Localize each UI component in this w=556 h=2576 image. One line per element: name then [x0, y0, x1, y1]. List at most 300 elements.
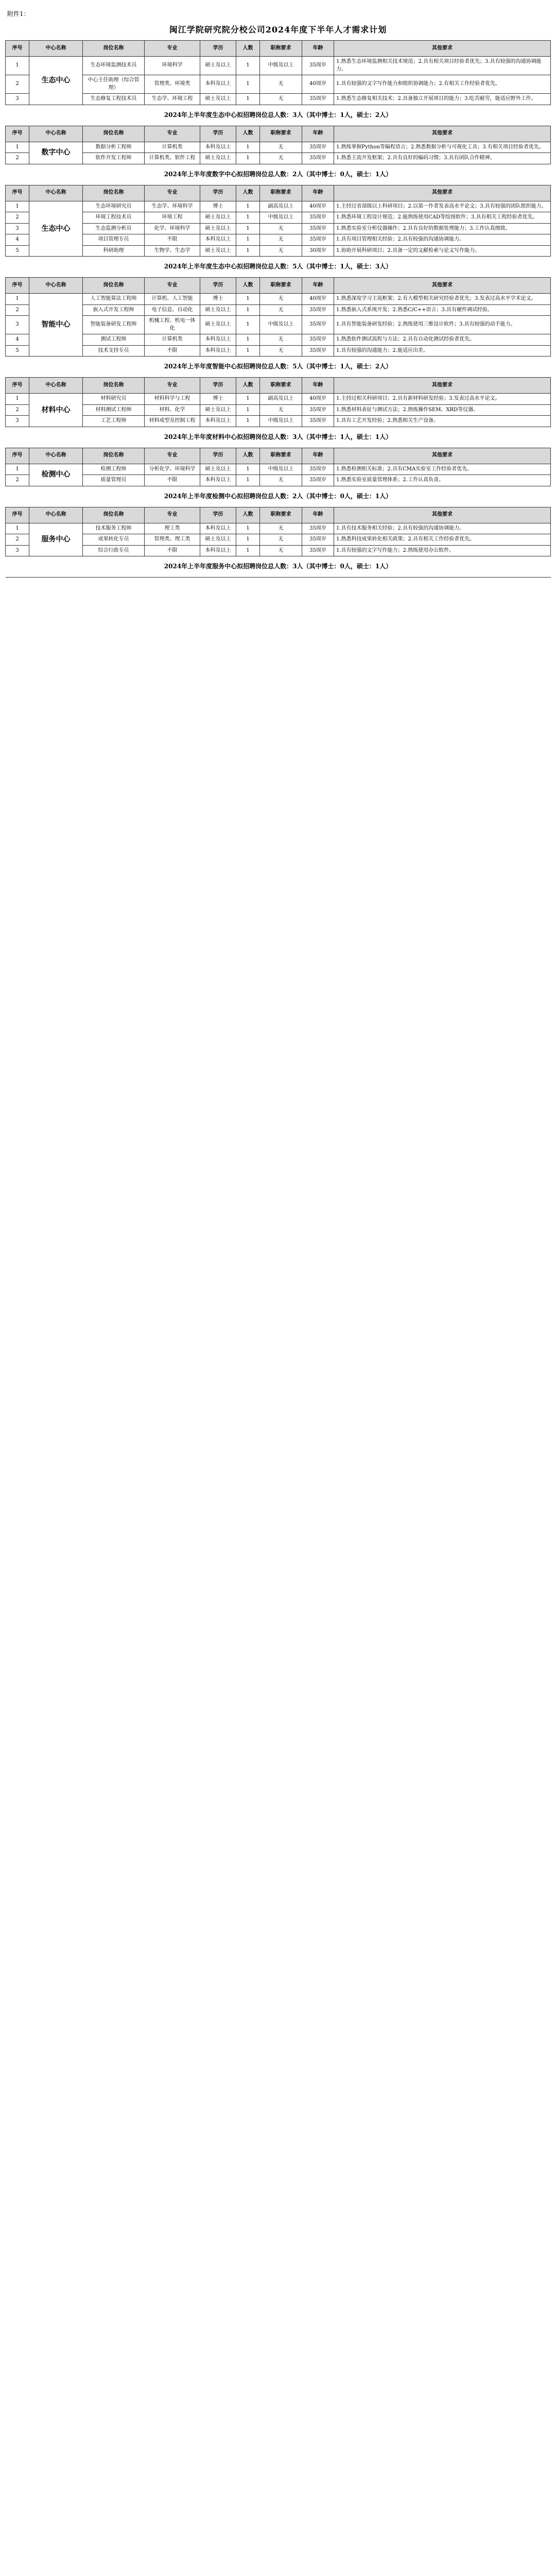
- column-header: 其他要求: [334, 448, 551, 464]
- headcount: 1: [236, 234, 260, 246]
- table-body: [6, 41, 551, 578]
- headcount: 1: [236, 416, 260, 427]
- major: 不限: [145, 545, 200, 556]
- table-header-row: [6, 41, 551, 57]
- other-requirements: 1.具有较强的沟通能力；2.能适应出差。: [334, 345, 551, 357]
- row-number: 2: [6, 304, 29, 316]
- column-header: 人数: [236, 126, 260, 142]
- other-requirements: 1.熟悉嵌入式系统开发；2.熟悉C/C++语言；3.具有硬件调试经验。: [334, 304, 551, 316]
- headcount: 1: [236, 304, 260, 316]
- headcount: 1: [236, 75, 260, 94]
- column-header: 职称要求: [260, 185, 302, 201]
- age-limit: 35周岁: [302, 316, 334, 334]
- age-limit: 35周岁: [302, 404, 334, 416]
- table-header-row: [6, 507, 551, 523]
- post-name: 技术服务工程师: [83, 523, 145, 534]
- section-summary: 2024年上半年度材料中心拟招聘岗位总人数：3人（其中博士：1人，硕士：1人）: [6, 427, 551, 448]
- post-name: 测试工程师: [83, 334, 145, 346]
- column-header: 序号: [6, 41, 29, 57]
- major: 机械工程、机电一体化: [145, 316, 200, 334]
- education: 本科及以上: [200, 334, 236, 346]
- column-header: 序号: [6, 278, 29, 294]
- post-name: 人工智能算法工程师: [83, 294, 145, 305]
- row-number: 3: [6, 316, 29, 334]
- major: 不限: [145, 234, 200, 246]
- table-header-row: [6, 185, 551, 201]
- education: 本科及以上: [200, 75, 236, 94]
- table-row: [6, 475, 551, 486]
- major: 分析化学、环境科学: [145, 464, 200, 475]
- row-number: 5: [6, 245, 29, 257]
- education: 硕士及以上: [200, 304, 236, 316]
- age-limit: 35周岁: [302, 57, 334, 75]
- post-name: 项目管理专员: [83, 234, 145, 246]
- center-name: 检测中心: [29, 464, 83, 486]
- row-number: 2: [6, 75, 29, 94]
- column-header: 职称要求: [260, 378, 302, 394]
- age-limit: 35周岁: [302, 334, 334, 346]
- post-name: 检测工程师: [83, 464, 145, 475]
- education: 本科及以上: [200, 475, 236, 486]
- post-name: 智能装备研发工程师: [83, 316, 145, 334]
- title-requirement: 中级及以上: [260, 416, 302, 427]
- age-limit: 40周岁: [302, 294, 334, 305]
- section-summary: 2024年上半年度数字中心拟招聘岗位总人数：2人（其中博士：0人，硕士：1人）: [6, 164, 551, 185]
- other-requirements: 1.熟悉生态环境监测相关技术规范；2.具有相关项目经验者优先；3.具有较强的沟通协调能力。: [334, 57, 551, 75]
- section-summary: 2024年上半年度检测中心拟招聘岗位总人数：2人（其中博士：0人，硕士：1人）: [6, 486, 551, 507]
- column-header: 序号: [6, 448, 29, 464]
- section-summary-row: [6, 257, 551, 278]
- column-header: 岗位名称: [83, 448, 145, 464]
- row-number: 2: [6, 212, 29, 224]
- column-header: 中心名称: [29, 507, 83, 523]
- center-name: 生态中心: [29, 201, 83, 257]
- column-header: 专业: [145, 278, 200, 294]
- section-summary-row: [6, 556, 551, 578]
- post-name: 材料研究员: [83, 394, 145, 405]
- age-limit: 40周岁: [302, 201, 334, 212]
- age-limit: 35周岁: [302, 523, 334, 534]
- headcount: 1: [236, 94, 260, 105]
- major: 生态学、环境工程: [145, 94, 200, 105]
- center-name: 材料中心: [29, 394, 83, 427]
- age-limit: 35周岁: [302, 534, 334, 546]
- headcount: 1: [236, 212, 260, 224]
- other-requirements: 1.熟悉主流开发框架；2.具有良好的编码习惯；3.具有团队合作精神。: [334, 153, 551, 164]
- education: 硕士及以上: [200, 464, 236, 475]
- table-row: [6, 464, 551, 475]
- major: 生态学、环境科学: [145, 201, 200, 212]
- post-name: 软件开发工程师: [83, 153, 145, 164]
- column-header: 人数: [236, 378, 260, 394]
- row-number: 3: [6, 94, 29, 105]
- table-row: [6, 57, 551, 75]
- section-summary-row: [6, 105, 551, 126]
- column-header: 人数: [236, 448, 260, 464]
- age-limit: 35周岁: [302, 223, 334, 234]
- section-summary-row: [6, 164, 551, 185]
- education: 博士: [200, 294, 236, 305]
- title-requirement: 中级及以上: [260, 212, 302, 224]
- table-row: [6, 404, 551, 416]
- column-header: 年龄: [302, 507, 334, 523]
- headcount: 1: [236, 201, 260, 212]
- post-name: 工艺工程师: [83, 416, 145, 427]
- column-header: 学历: [200, 378, 236, 394]
- major: 计算机、人工智能: [145, 294, 200, 305]
- title-requirement: 无: [260, 294, 302, 305]
- headcount: 1: [236, 404, 260, 416]
- document-title: 闽江学院研究院分校公司2024年度下半年人才需求计划: [169, 25, 387, 35]
- column-header: 专业: [145, 507, 200, 523]
- education: 硕士及以上: [200, 534, 236, 546]
- title-requirement: 中级及以上: [260, 464, 302, 475]
- row-number: 1: [6, 523, 29, 534]
- column-header: 中心名称: [29, 448, 83, 464]
- age-limit: 35周岁: [302, 142, 334, 153]
- table-row: [6, 94, 551, 105]
- title-requirement: 无: [260, 245, 302, 257]
- major: 计算机类: [145, 142, 200, 153]
- education: 本科及以上: [200, 545, 236, 556]
- row-number: 1: [6, 142, 29, 153]
- other-requirements: 1.熟悉实验室分析仪器操作；2.具有良好的数据处理能力；3.工作认真细致。: [334, 223, 551, 234]
- row-number: 3: [6, 223, 29, 234]
- column-header: 岗位名称: [83, 126, 145, 142]
- column-header: 专业: [145, 378, 200, 394]
- education: 本科及以上: [200, 523, 236, 534]
- age-limit: 35周岁: [302, 345, 334, 357]
- title-requirement: 无: [260, 345, 302, 357]
- major: 环境工程: [145, 212, 200, 224]
- table-row: [6, 201, 551, 212]
- headcount: 1: [236, 394, 260, 405]
- column-header: 岗位名称: [83, 507, 145, 523]
- column-header: 中心名称: [29, 278, 83, 294]
- post-name: 技术支持专员: [83, 345, 145, 357]
- education: 硕士及以上: [200, 57, 236, 75]
- headcount: 1: [236, 475, 260, 486]
- table-row: [6, 345, 551, 357]
- major: 不限: [145, 475, 200, 486]
- education: 本科及以上: [200, 345, 236, 357]
- table-header-row: [6, 126, 551, 142]
- major: 生物学、生态学: [145, 245, 200, 257]
- other-requirements: 1.具有较强的文字写作能力；2.熟练使用办公软件。: [334, 545, 551, 556]
- age-limit: 40周岁: [302, 394, 334, 405]
- column-header: 其他要求: [334, 41, 551, 57]
- post-name: 综合行政专员: [83, 545, 145, 556]
- column-header: 职称要求: [260, 126, 302, 142]
- major: 电子信息、自动化: [145, 304, 200, 316]
- education: 本科及以上: [200, 234, 236, 246]
- table-header-row: [6, 278, 551, 294]
- post-name: 生态环境监测技术员: [83, 57, 145, 75]
- column-header: 学历: [200, 448, 236, 464]
- column-header: 中心名称: [29, 185, 83, 201]
- table-row: [6, 545, 551, 556]
- other-requirements: 1.熟悉材料表征与测试方法；2.熟练操作SEM、XRD等仪器。: [334, 404, 551, 416]
- column-header: 其他要求: [334, 378, 551, 394]
- column-header: 职称要求: [260, 278, 302, 294]
- row-number: 3: [6, 416, 29, 427]
- column-header: 专业: [145, 185, 200, 201]
- row-number: 1: [6, 294, 29, 305]
- table-row: [6, 212, 551, 224]
- other-requirements: 1.具有技术服务相关经验；2.具有较强的沟通协调能力。: [334, 523, 551, 534]
- column-header: 人数: [236, 278, 260, 294]
- row-number: 4: [6, 334, 29, 346]
- column-header: 年龄: [302, 185, 334, 201]
- other-requirements: 1.熟练掌握Python等编程语言；2.熟悉数据分析与可视化工具；3.有相关项目经验者优先。: [334, 142, 551, 153]
- post-name: 生态环境研究员: [83, 201, 145, 212]
- education: 硕士及以上: [200, 223, 236, 234]
- table-row: [6, 316, 551, 334]
- other-requirements: 1.熟悉生态修复相关技术；2.具备独立开展项目的能力；3.吃苦耐劳，能适应野外工作。: [334, 94, 551, 105]
- major: 材料成型及控制工程: [145, 416, 200, 427]
- table-row: [6, 416, 551, 427]
- table-row: [6, 75, 551, 94]
- headcount: 1: [236, 345, 260, 357]
- title-requirement: 无: [260, 75, 302, 94]
- title-requirement: 无: [260, 153, 302, 164]
- table-row: [6, 523, 551, 534]
- table-header-row: [6, 448, 551, 464]
- age-limit: 35周岁: [302, 545, 334, 556]
- column-header: 职称要求: [260, 507, 302, 523]
- section-summary-row: [6, 427, 551, 448]
- column-header: 序号: [6, 507, 29, 523]
- row-number: 2: [6, 475, 29, 486]
- education: 硕士及以上: [200, 245, 236, 257]
- table-row: [6, 234, 551, 246]
- headcount: 1: [236, 245, 260, 257]
- column-header: 其他要求: [334, 278, 551, 294]
- post-name: 材料测试工程师: [83, 404, 145, 416]
- center-name: 智能中心: [29, 294, 83, 357]
- other-requirements: 1.主持过省部级以上科研项目；2.以第一作者发表高水平论文；3.具有较强的团队组织能力。: [334, 201, 551, 212]
- post-name: 生态监测分析员: [83, 223, 145, 234]
- headcount: 1: [236, 153, 260, 164]
- education: 硕士及以上: [200, 404, 236, 416]
- column-header: 学历: [200, 507, 236, 523]
- education: 硕士及以上: [200, 153, 236, 164]
- age-limit: 35周岁: [302, 212, 334, 224]
- column-header: 职称要求: [260, 448, 302, 464]
- column-header: 年龄: [302, 278, 334, 294]
- age-limit: 35周岁: [302, 153, 334, 164]
- post-name: 生态修复工程技术员: [83, 94, 145, 105]
- headcount: 1: [236, 57, 260, 75]
- row-number: 1: [6, 464, 29, 475]
- row-number: 1: [6, 201, 29, 212]
- other-requirements: 1.熟悉软件测试流程与方法；2.具有自动化测试经验者优先。: [334, 334, 551, 346]
- section-summary: 2024年上半年度生态中心拟招聘岗位总人数：5人（其中博士：1人，硕士：3人）: [6, 257, 551, 278]
- title-requirement: 无: [260, 545, 302, 556]
- headcount: 1: [236, 223, 260, 234]
- age-limit: 35周岁: [302, 94, 334, 105]
- education: 博士: [200, 201, 236, 212]
- column-header: 其他要求: [334, 126, 551, 142]
- post-name: 中心主任助理（综合管理）: [83, 75, 145, 94]
- title-requirement: 无: [260, 142, 302, 153]
- other-requirements: 1.熟悉检测相关标准；2.具有CMA实验室工作经验者优先。: [334, 464, 551, 475]
- post-name: 数据分析工程师: [83, 142, 145, 153]
- center-name: 生态中心: [29, 57, 83, 105]
- document-page: [5, 0, 551, 578]
- post-name: 质量管理员: [83, 475, 145, 486]
- column-header: 其他要求: [334, 185, 551, 201]
- headcount: 1: [236, 545, 260, 556]
- major: 材料、化学: [145, 404, 200, 416]
- section-summary: 2024年上半年度智能中心拟招聘岗位总人数：5人（其中博士：1人，硕士：2人）: [6, 357, 551, 378]
- age-limit: 35周岁: [302, 475, 334, 486]
- column-header: 专业: [145, 126, 200, 142]
- column-header: 中心名称: [29, 41, 83, 57]
- row-number: 1: [6, 57, 29, 75]
- column-header: 中心名称: [29, 126, 83, 142]
- title-requirement: 无: [260, 304, 302, 316]
- education: 硕士及以上: [200, 212, 236, 224]
- section-summary-row: [6, 357, 551, 378]
- column-header: 岗位名称: [83, 41, 145, 57]
- row-number: 4: [6, 234, 29, 246]
- age-limit: 35周岁: [302, 416, 334, 427]
- row-number: 2: [6, 534, 29, 546]
- other-requirements: 1.具有较强的文字写作能力和组织协调能力；2.有相关工作经验者优先。: [334, 75, 551, 94]
- column-header: 学历: [200, 126, 236, 142]
- headcount: 1: [236, 464, 260, 475]
- column-header: 人数: [236, 185, 260, 201]
- education: 硕士及以上: [200, 316, 236, 334]
- post-name: 嵌入式开发工程师: [83, 304, 145, 316]
- column-header: 岗位名称: [83, 378, 145, 394]
- recruitment-table: [5, 40, 551, 578]
- headcount: 1: [236, 523, 260, 534]
- table-row: [6, 245, 551, 257]
- title-requirement: 无: [260, 523, 302, 534]
- headcount: 1: [236, 142, 260, 153]
- center-name: 数字中心: [29, 142, 83, 164]
- title-requirement: 无: [260, 94, 302, 105]
- other-requirements: 1.具有项目管理相关经验；2.具有较强的沟通协调能力。: [334, 234, 551, 246]
- age-limit: 35周岁: [302, 464, 334, 475]
- column-header: 年龄: [302, 448, 334, 464]
- headcount: 1: [236, 316, 260, 334]
- major: 化学、环境科学: [145, 223, 200, 234]
- title-requirement: 无: [260, 404, 302, 416]
- title-requirement: 中级及以上: [260, 316, 302, 334]
- table-row: [6, 304, 551, 316]
- column-header: 职称要求: [260, 41, 302, 57]
- column-header: 序号: [6, 378, 29, 394]
- row-number: 1: [6, 394, 29, 405]
- title-requirement: 副高及以上: [260, 201, 302, 212]
- major: 管理类、理工类: [145, 534, 200, 546]
- row-number: 2: [6, 153, 29, 164]
- headcount: 1: [236, 334, 260, 346]
- education: 本科及以上: [200, 142, 236, 153]
- column-header: 岗位名称: [83, 278, 145, 294]
- column-header: 其他要求: [334, 507, 551, 523]
- table-row: [6, 153, 551, 164]
- table-row: [6, 223, 551, 234]
- other-requirements: 1.主持过相关科研项目；2.具有新材料研发经验；3.发表过高水平论文。: [334, 394, 551, 405]
- column-header: 学历: [200, 41, 236, 57]
- column-header: 年龄: [302, 126, 334, 142]
- column-header: 岗位名称: [83, 185, 145, 201]
- row-number: 5: [6, 345, 29, 357]
- column-header: 专业: [145, 448, 200, 464]
- title-requirement: 副高及以上: [260, 394, 302, 405]
- education: 博士: [200, 394, 236, 405]
- education: 本科及以上: [200, 416, 236, 427]
- table-row: [6, 294, 551, 305]
- title-requirement: 中级及以上: [260, 57, 302, 75]
- table-row: [6, 142, 551, 153]
- attachment-label: 附件1：: [7, 10, 30, 18]
- column-header: 学历: [200, 278, 236, 294]
- center-name: 服务中心: [29, 523, 83, 556]
- column-header: 中心名称: [29, 378, 83, 394]
- other-requirements: 1.熟悉实验室质量管理体系；2.工作认真负责。: [334, 475, 551, 486]
- table-row: [6, 334, 551, 346]
- column-header: 学历: [200, 185, 236, 201]
- row-number: 2: [6, 404, 29, 416]
- row-number: 3: [6, 545, 29, 556]
- headcount: 1: [236, 534, 260, 546]
- other-requirements: 1.具有工艺开发经验；2.熟悉相关生产设备。: [334, 416, 551, 427]
- section-summary: 2024年上半年度生态中心拟招聘岗位总人数：3人（其中博士：1人，硕士：2人）: [6, 105, 551, 126]
- age-limit: 35周岁: [302, 234, 334, 246]
- title-requirement: 无: [260, 475, 302, 486]
- table-row: [6, 394, 551, 405]
- other-requirements: 1.熟悉环境工程设计规范；2.能熟练使用CAD等绘图软件；3.具有相关工程经验者优先。: [334, 212, 551, 224]
- major: 环境科学: [145, 57, 200, 75]
- age-limit: 30周岁: [302, 245, 334, 257]
- post-name: 环境工程技术员: [83, 212, 145, 224]
- major: 理工类: [145, 523, 200, 534]
- section-summary-row: [6, 486, 551, 507]
- column-header: 年龄: [302, 378, 334, 394]
- column-header: 人数: [236, 41, 260, 57]
- post-name: 科研助理: [83, 245, 145, 257]
- other-requirements: 1.熟悉深度学习主流框架；2.有大模型相关研究经验者优先；3.发表过高水平学术论文。: [334, 294, 551, 305]
- major: 管理类、环境类: [145, 75, 200, 94]
- education: 硕士及以上: [200, 94, 236, 105]
- column-header: 人数: [236, 507, 260, 523]
- column-header: 年龄: [302, 41, 334, 57]
- major: 材料科学与工程: [145, 394, 200, 405]
- column-header: 序号: [6, 185, 29, 201]
- other-requirements: 1.协助开展科研项目；2.具备一定的文献检索与论文写作能力。: [334, 245, 551, 257]
- other-requirements: 1.具有智能装备研发经验；2.熟练使用三维设计软件；3.具有较强的动手能力。: [334, 316, 551, 334]
- age-limit: 35周岁: [302, 304, 334, 316]
- title-requirement: 无: [260, 234, 302, 246]
- age-limit: 40周岁: [302, 75, 334, 94]
- table-row: [6, 534, 551, 546]
- major: 计算机类、软件工程: [145, 153, 200, 164]
- major: 计算机类: [145, 334, 200, 346]
- section-summary: 2024年上半年度服务中心拟招聘岗位总人数：3人（其中博士：0人，硕士：1人）: [6, 556, 551, 578]
- title-requirement: 无: [260, 534, 302, 546]
- post-name: 成果转化专员: [83, 534, 145, 546]
- table-header-row: [6, 378, 551, 394]
- other-requirements: 1.熟悉科技成果转化相关政策；2.具有相关工作经验者优先。: [334, 534, 551, 546]
- title-requirement: 无: [260, 223, 302, 234]
- column-header: 专业: [145, 41, 200, 57]
- headcount: 1: [236, 294, 260, 305]
